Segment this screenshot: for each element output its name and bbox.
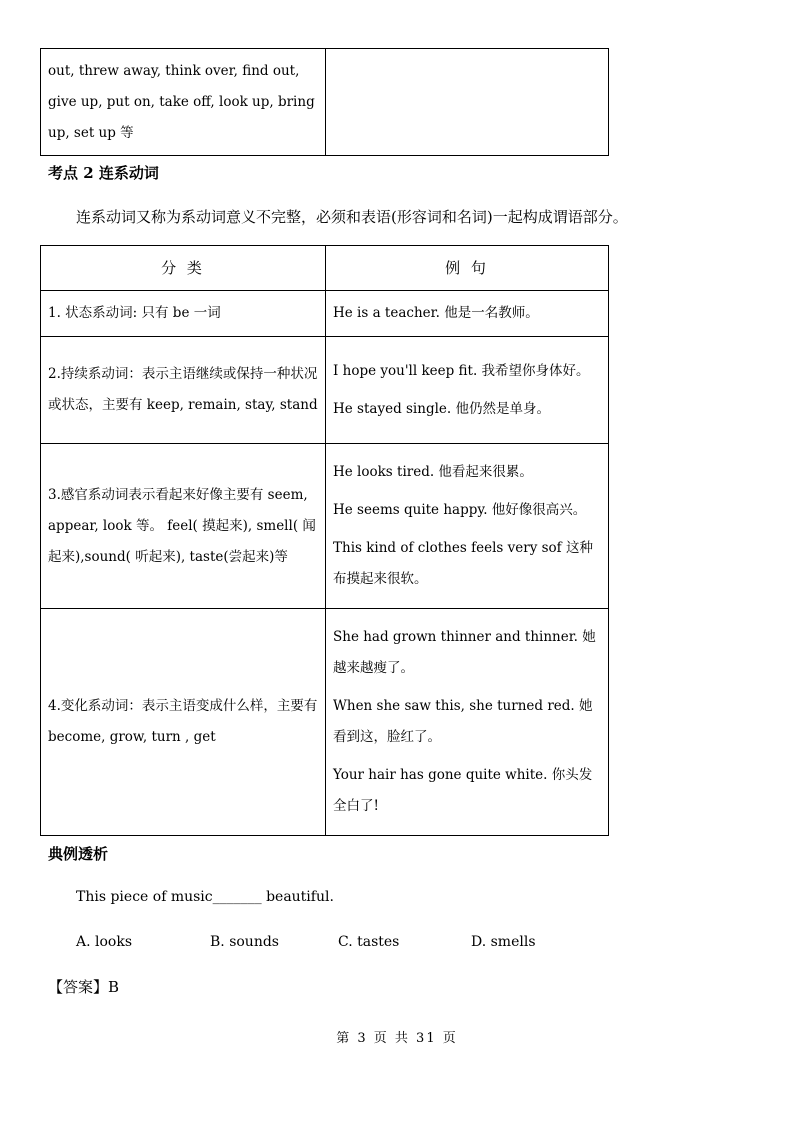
example-sentence: This kind of clothes feels very sof 这种布摸起来很软。 (333, 540, 593, 587)
table-row (41, 609, 609, 836)
category-cell: 1. 状态系动词: 只有 be 一词 (41, 291, 326, 337)
verb-phrase-table (40, 48, 609, 156)
page-number: 第 3 页 共 31 页 (336, 1031, 458, 1046)
example-cell (326, 291, 609, 337)
phrase-list-cell: out, threw away, think over, find out, give up, put on, take off, look up, bring up, set up 等 (41, 49, 326, 156)
example-sentence: He seems quite happy. 他好像很高兴。 (333, 502, 587, 518)
example-sentence: I hope you'll keep fit. 我希望你身体好。 (333, 362, 590, 379)
option-b: B. sounds (210, 934, 279, 950)
example-sentence: He stayed single. 他仍然是单身。 (333, 400, 550, 417)
linking-verb-table (40, 245, 609, 836)
example-cell (326, 609, 609, 836)
example-sentence: He is a teacher. 他是一名教师。 (333, 305, 539, 321)
option-a: A. looks (76, 934, 133, 950)
example-sentence: Your hair has gone quite white. 你头发全白了! (333, 767, 593, 814)
category-cell: 3.感官系动词表示看起来好像主要有 seem, appear, look 等。 feel( 摸起来), smell( 闻起来),sound( 听起来), taste(尝起来)等 (41, 444, 326, 609)
example-cell (326, 337, 609, 444)
category-cell: 2.持续系动词：表示主语继续或保持一种状况或状态，主要有 keep, remain, stay, stand (41, 337, 326, 444)
answer-text: 【答案】B (48, 978, 120, 996)
table-row (41, 444, 609, 609)
section-title-example: 典例透析 (48, 845, 109, 863)
table-row (41, 337, 609, 444)
example-cell (326, 444, 609, 609)
section-title-linking-verbs: 考点 2 连系动词 (48, 164, 159, 182)
section-intro: 连系动词又称为系动词意义不完整，必须和表语(形容词和名词)一起构成谓语部分。 (76, 208, 628, 226)
table-row (41, 291, 609, 337)
category-cell: 4.变化系动词：表示主语变成什么样，主要有 become, grow, turn , get (41, 609, 326, 836)
option-d: D. smells (471, 934, 536, 950)
example-sentence: He looks tired. 他看起来很累。 (333, 464, 533, 480)
option-c: C. tastes (338, 934, 400, 950)
header-category: 分 类 (41, 246, 326, 291)
empty-cell (326, 49, 609, 156)
example-sentence: When she saw this, she turned red. 她看到这，脸红了。 (333, 698, 593, 745)
header-example: 例 句 (326, 246, 609, 291)
example-sentence: She had grown thinner and thinner. 她越来越瘦了。 (333, 629, 596, 676)
question-text: This piece of music_______ beautiful. (76, 889, 334, 905)
